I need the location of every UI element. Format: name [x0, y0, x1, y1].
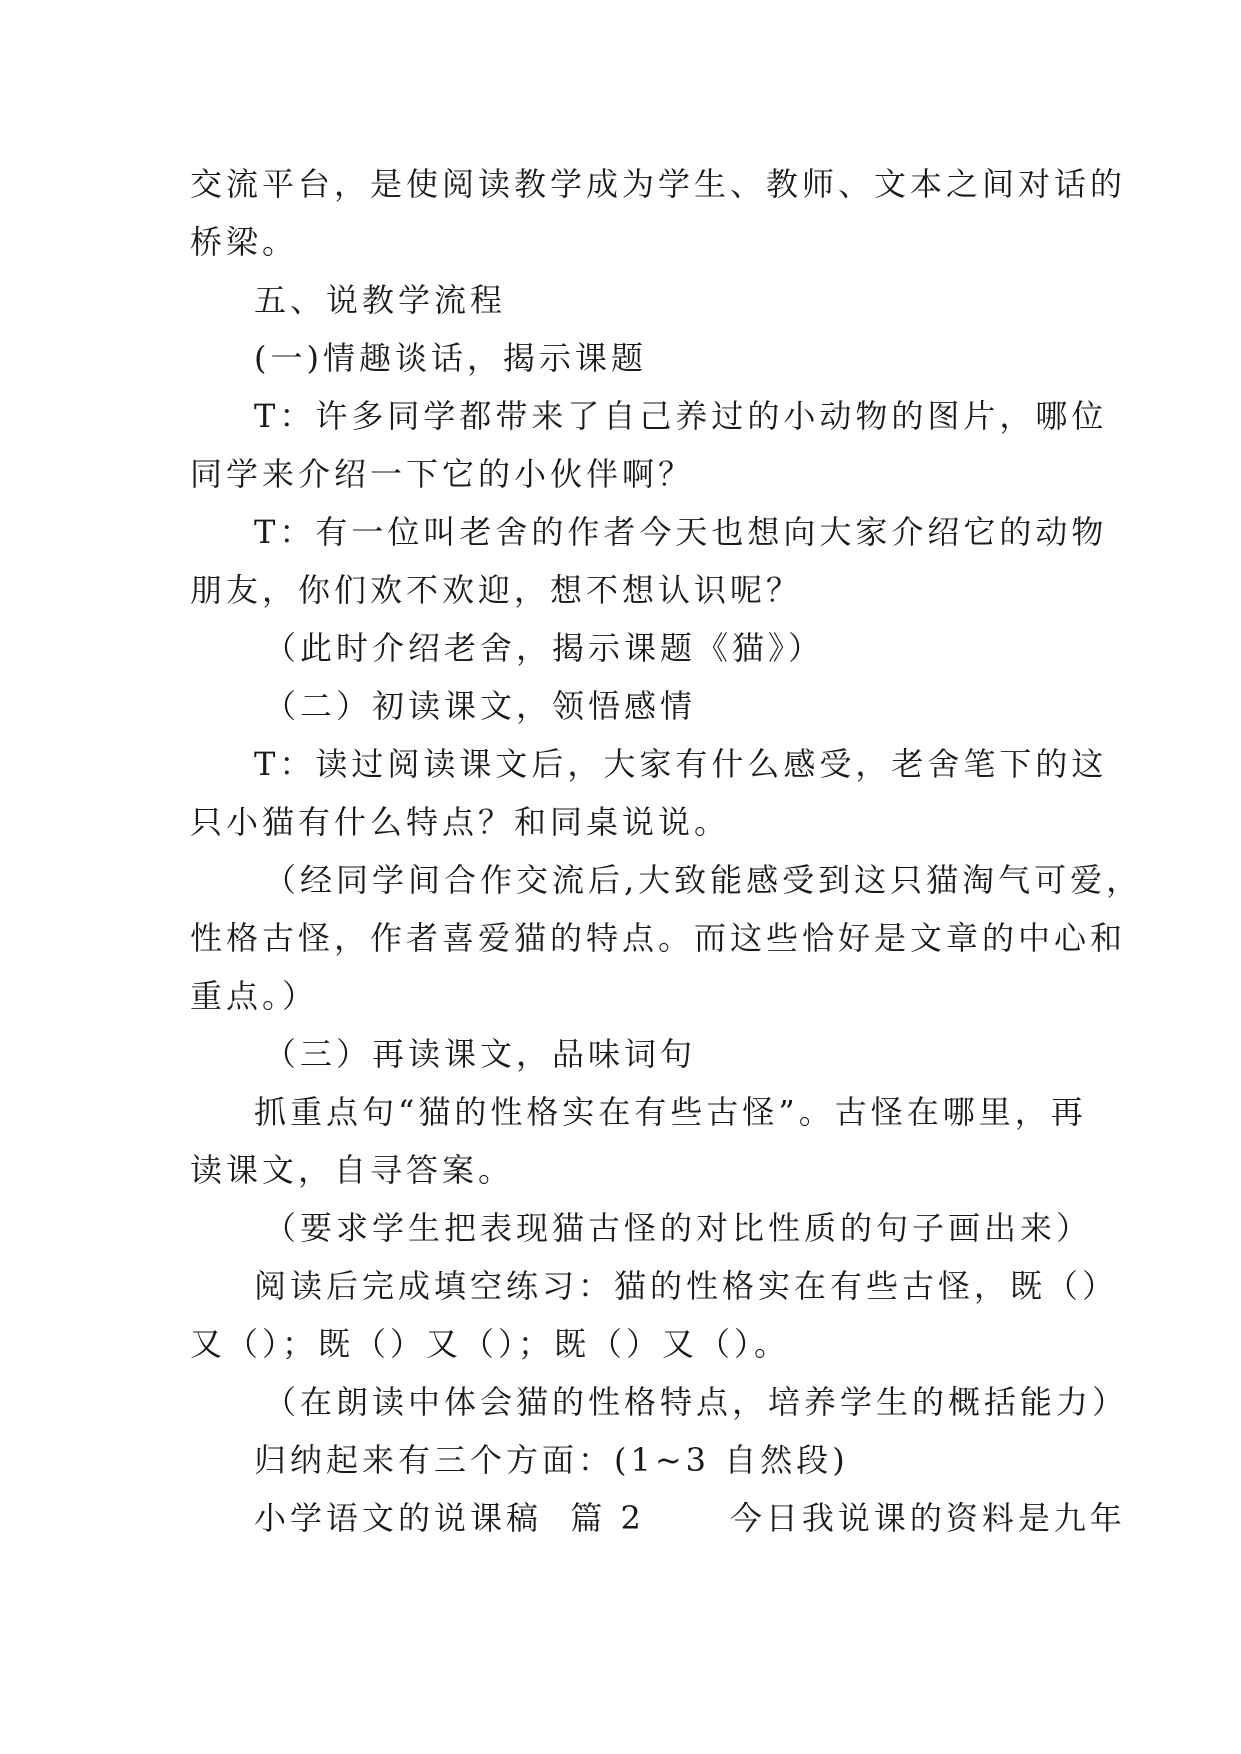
text-line: 小学语文的说课稿 篇 2 今日我说课的资料是九年	[254, 1499, 1126, 1537]
text-line: 抓重点句“猫的性格实在有些古怪”。古怪在哪里，再	[254, 1093, 1087, 1131]
subsection-heading: （二）初读课文，领悟感情	[264, 687, 697, 725]
subsection-heading: （三）再读课文，品味词句	[264, 1035, 697, 1073]
text-line: T：有一位叫老舍的作者今天也想向大家介绍它的动物	[254, 513, 1108, 551]
text-line: 朋友，你们欢不欢迎，想不想认识呢？	[190, 571, 803, 609]
text-line: 交流平台，是使阅读教学成为学生、教师、文本之间对话的	[190, 165, 1127, 203]
text-line: 又（）；既（）又（）；既（）又（）。	[190, 1325, 791, 1363]
text-line: 桥梁。	[190, 223, 299, 261]
text-line: T：读过阅读课文后，大家有什么感受，老舍笔下的这	[254, 745, 1108, 783]
text-line: 重点。）	[190, 977, 319, 1015]
text-line: 性格古怪，作者喜爱猫的特点。而这些恰好是文章的中心和	[190, 919, 1127, 957]
text-line: 同学来介绍一下它的小伙伴啊？	[190, 455, 695, 493]
text-line: （经同学间合作交流后,大致能感受到这只猫淘气可爱，	[264, 861, 1143, 899]
section-heading: 五、说教学流程	[254, 281, 507, 319]
text-line: 阅读后完成填空练习：猫的性格实在有些古怪，既（）	[254, 1267, 1119, 1305]
text-line: （此时介绍老舍，揭示课题《猫》）	[264, 629, 825, 667]
subsection-heading: (一)情趣谈话，揭示课题	[254, 339, 647, 377]
text-line: 归纳起来有三个方面：(1~3 自然段)	[254, 1441, 849, 1479]
document-body	[190, 155, 1143, 1547]
text-line: T：许多同学都带来了自己养过的小动物的图片，哪位	[254, 397, 1108, 435]
text-line: 只小猫有什么特点？和同桌说说。	[190, 803, 731, 841]
text-line: （在朗读中体会猫的性格特点，培养学生的概括能力）	[264, 1383, 1129, 1421]
text-line: 读课文，自寻答案。	[190, 1151, 515, 1189]
text-line: （要求学生把表现猫古怪的对比性质的句子画出来）	[264, 1209, 1093, 1247]
